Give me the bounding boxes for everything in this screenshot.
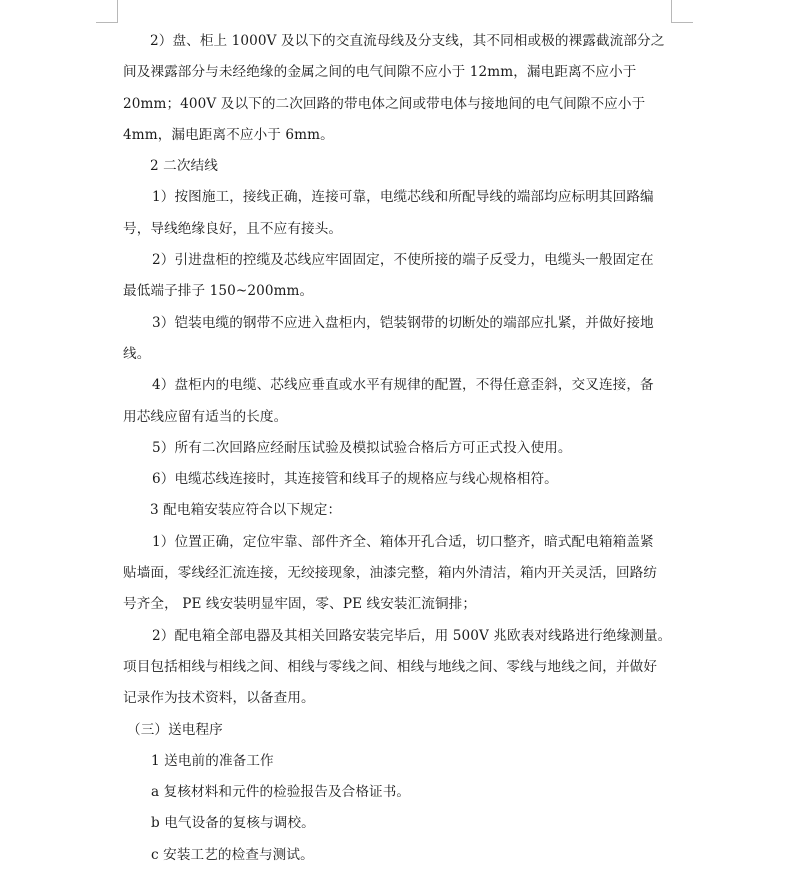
text-line: 用芯线应留有适当的长度。 <box>123 408 288 425</box>
text-line: 号，导线绝缘良好，且不应有接头。 <box>123 220 343 237</box>
text-line: （三）送电程序 <box>127 721 223 738</box>
text-line: 2）引进盘柜的控缆及芯线应牢固固定，不使所接的端子反受力，电缆头一般固定在 <box>152 252 654 269</box>
text-line: 1）按图施工，接线正确，连接可靠，电缆芯线和所配导线的端部均应标明其回路编 <box>152 189 654 206</box>
text-line: 1 送电前的准备工作 <box>151 752 274 769</box>
text-line: 2 二次结线 <box>150 158 218 175</box>
crop-mark-top-left-vertical <box>117 0 118 22</box>
text-line: 5）所有二次回路应经耐压试验及模拟试验合格后方可正式投入使用。 <box>152 439 572 456</box>
text-line: 记录作为技术资料，以备查用。 <box>123 690 315 707</box>
text-line: c 安装工艺的检查与测试。 <box>151 846 314 863</box>
text-line: 1）位置正确，定位牢靠、部件齐全、箱体开孔合适，切口整齐，暗式配电箱箱盖紧 <box>152 533 654 550</box>
text-line: 4）盘柜内的电缆、芯线应垂直或水平有规律的配置，不得任意歪斜，交叉连接，备 <box>152 377 654 394</box>
text-line: 6）电缆芯线连接时，其连接管和线耳子的规格应与线心规格相符。 <box>152 471 558 488</box>
text-line: 3 配电箱安装应符合以下规定： <box>150 502 342 519</box>
text-line: 最低端子排子 150~200mm。 <box>123 283 314 300</box>
crop-mark-top-right-vertical <box>671 0 672 22</box>
text-line: 号齐全， PE 线安装明显牢固，零、PE 线安装汇流铜排； <box>123 596 477 613</box>
text-line: a 复核材料和元件的检验报告及合格证书。 <box>151 784 411 801</box>
text-line: 3）铠装电缆的钢带不应进入盘柜内，铠装钢带的切断处的端部应扎紧，并做好接地 <box>152 314 654 331</box>
text-line: 贴墙面，零线经汇流连接，无绞接现象，油漆完整，箱内外清洁，箱内开关灵活，回路纺 <box>123 565 658 582</box>
text-line: 项目包括相线与相线之间、相线与零线之间、相线与地线之间、零线与地线之间，并做好 <box>123 658 658 675</box>
text-line: 20mm；400V 及以下的二次回路的带电体之间或带电体与接地间的电气间隙不应小于 <box>123 95 646 112</box>
text-line: 2）配电箱全部电器及其相关回路安装完毕后，用 500V 兆欧表对线路进行绝缘测量。 <box>152 627 672 644</box>
crop-mark-top-left-horizontal <box>96 22 118 23</box>
text-line: b 电气设备的复核与调校。 <box>151 815 315 832</box>
text-line: 2）盘、柜上 1000V 及以下的交直流母线及分支线，其不同相或极的裸露截流部分之 <box>150 33 665 49</box>
document-body <box>123 26 675 871</box>
text-line: 4mm，漏电距离不应小于 6mm。 <box>123 126 334 143</box>
text-line: 间及裸露部分与未经绝缘的金属之间的电气间隙不应小于 12mm，漏电距离不应小于 <box>123 64 637 81</box>
text-line: 线。 <box>123 345 151 362</box>
crop-mark-top-right-horizontal <box>671 22 693 23</box>
